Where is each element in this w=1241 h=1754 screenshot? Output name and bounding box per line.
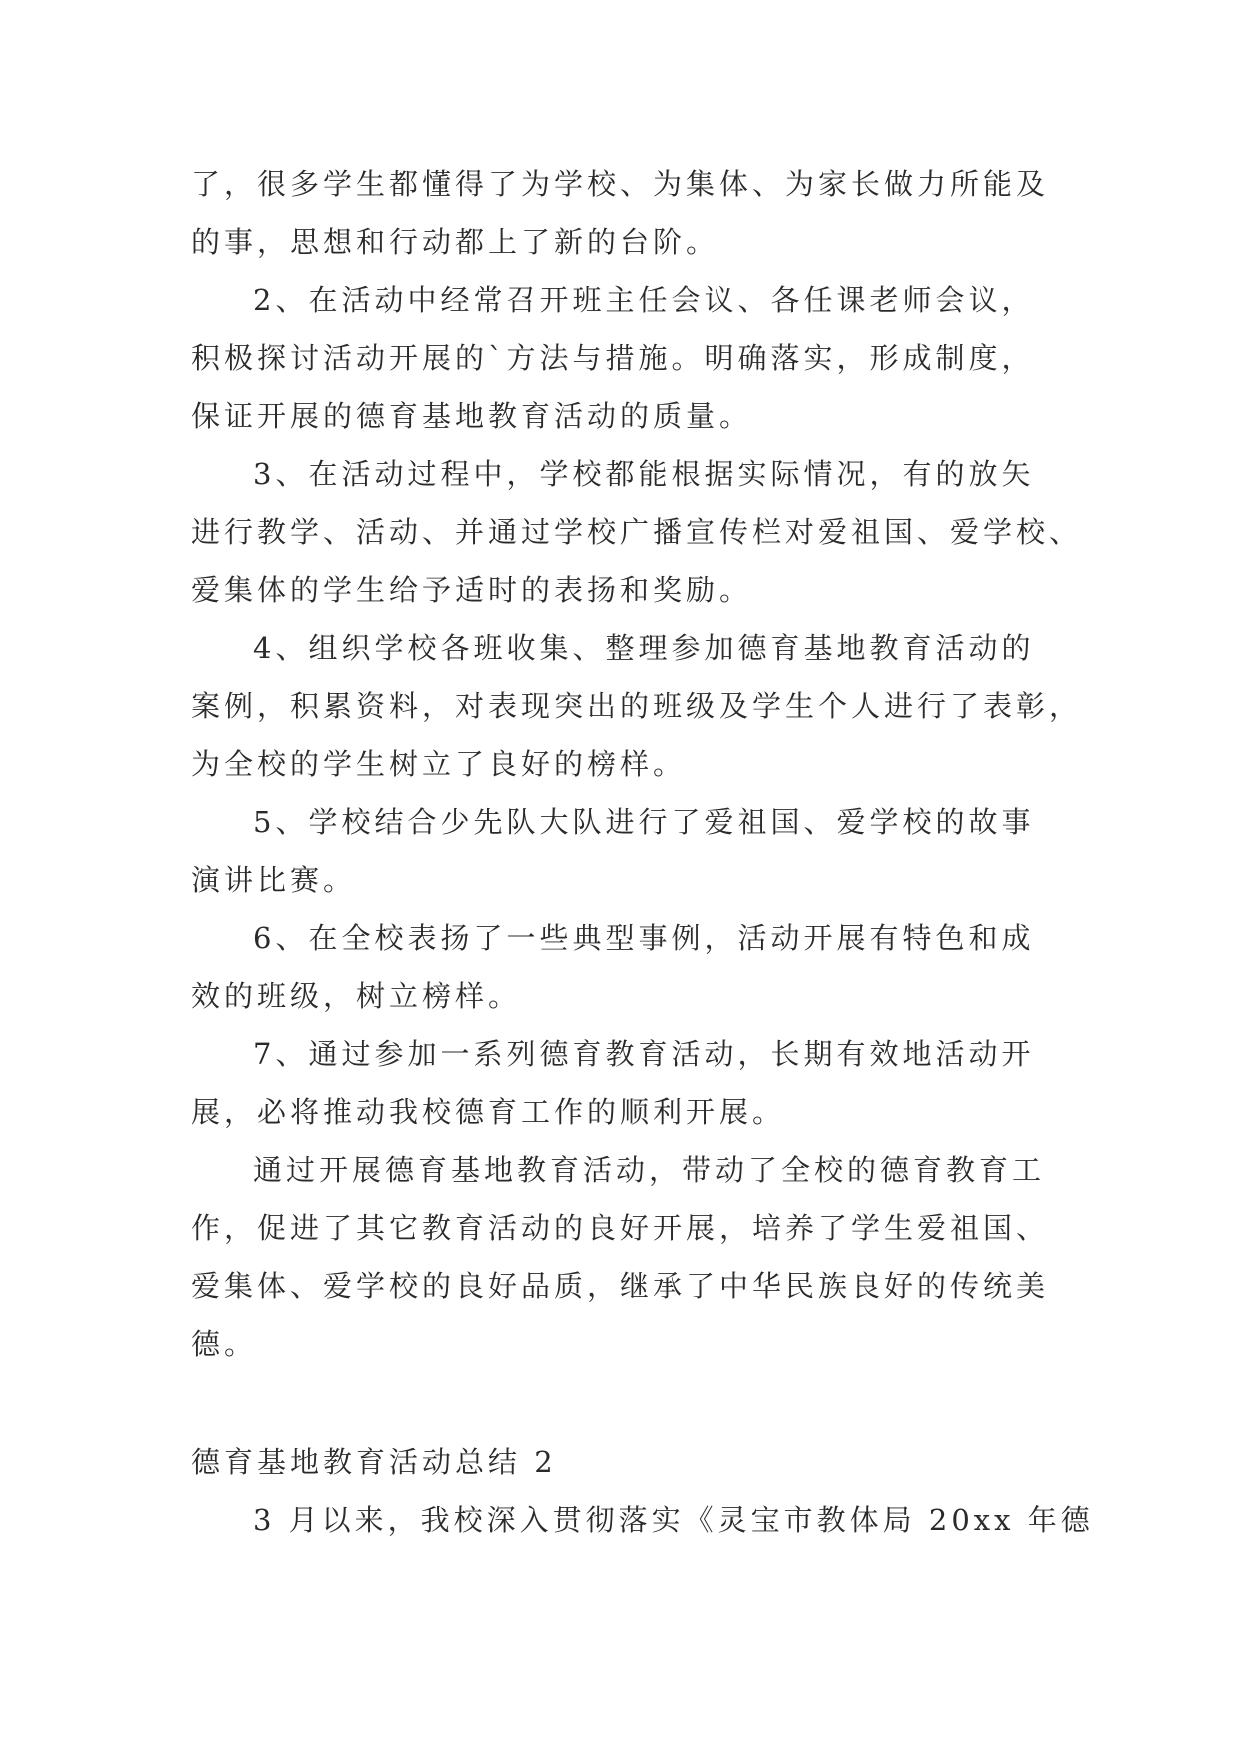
- text-line: 为全校的学生树立了良好的榜样。: [191, 747, 687, 781]
- document-body: [191, 155, 1094, 1549]
- text-line: 爱集体、爱学校的良好品质，继承了中华民族良好的传统美: [191, 1269, 1050, 1303]
- text-line: 了，很多学生都懂得了为学校、为集体、为家长做力所能及: [191, 167, 1050, 201]
- text-line: 爱集体的学生给予适时的表扬和奖励。: [191, 573, 753, 607]
- text-line: 3、在活动过程中，学校都能根据实际情况，有的放矢: [253, 457, 1035, 491]
- text-line: 6、在全校表扬了一些典型事例，活动开展有特色和成: [253, 921, 1035, 955]
- text-line: 5、学校结合少先队大队进行了爱祖国、爱学校的故事: [253, 805, 1035, 839]
- text-line: 积极探讨活动开展的`方法与措施。明确落实，形成制度，: [191, 341, 1035, 375]
- text-line: 德。: [191, 1327, 258, 1361]
- text-line: 4、组织学校各班收集、整理参加德育基地教育活动的: [253, 631, 1035, 665]
- text-line: 2、在活动中经常召开班主任会议、各任课老师会议，: [253, 283, 1035, 317]
- text-line: 展，必将推动我校德育工作的顺利开展。: [191, 1095, 786, 1129]
- text-line: 演讲比赛。: [191, 863, 357, 897]
- text-line: 通过开展德育基地教育活动，带动了全校的德育教育工: [253, 1153, 1046, 1187]
- text-line: 作，促进了其它教育活动的良好开展，培养了学生爱祖国、: [191, 1211, 1050, 1245]
- text-line: 案例，积累资料，对表现突出的班级及学生个人进行了表彰，: [191, 689, 1083, 723]
- section-heading: 德育基地教育活动总结 2: [191, 1445, 557, 1479]
- text-line: 3 月以来，我校深入贯彻落实《灵宝市教体局 20xx 年德: [253, 1503, 1094, 1537]
- text-line: 保证开展的德育基地教育活动的质量。: [191, 399, 753, 433]
- text-line: 7、通过参加一系列德育教育活动，长期有效地活动开: [253, 1037, 1035, 1071]
- text-line: 的事，思想和行动都上了新的台阶。: [191, 225, 720, 259]
- section-spacer: [191, 1373, 1071, 1433]
- text-line: 进行教学、活动、并通过学校广播宣传栏对爱祖国、爱学校、: [191, 515, 1083, 549]
- text-line: 效的班级，树立榜样。: [191, 979, 522, 1013]
